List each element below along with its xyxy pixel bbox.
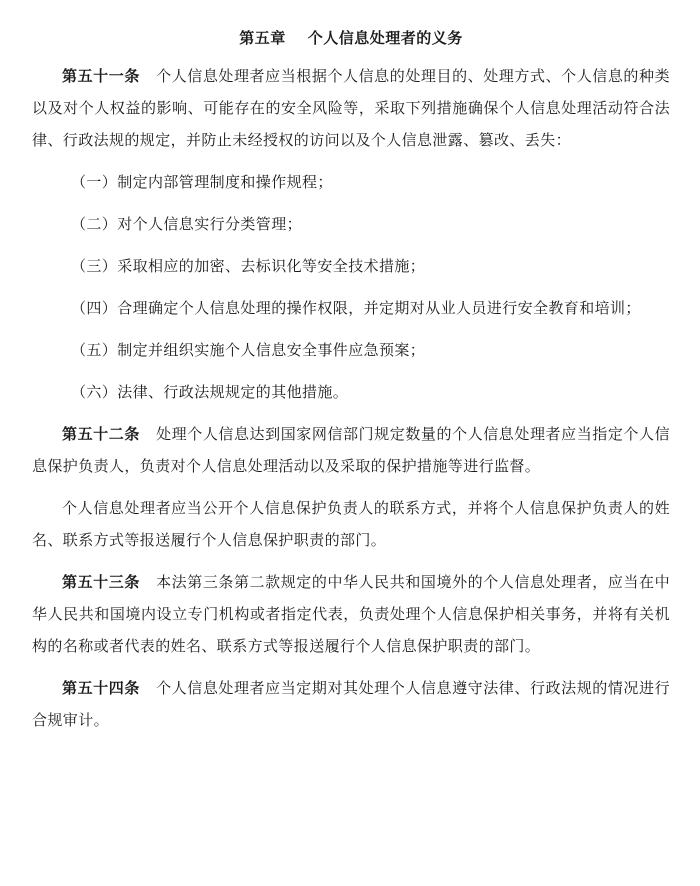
document-page — [0, 26, 700, 886]
article-53-label: 第五十三条 — [62, 573, 140, 591]
article-52-text: 处理个人信息达到国家网信部门规定数量的个人信息处理者应当指定个人信息保护负责人，负责对个人信息处理活动以及采取的保护措施等进行监督。 — [32, 425, 670, 475]
article-51-label: 第五十一条 — [62, 67, 140, 85]
chapter-heading — [32, 26, 670, 50]
article-52-label: 第五十二条 — [62, 425, 140, 443]
article-51-text: 个人信息处理者应当根据个人信息的处理目的、处理方式、个人信息的种类以及对个人权益的影响、可能存在的安全风险等，采取下列措施确保个人信息处理活动符合法律、行政法规的规定，并防止未经授权的访问以及个人信息泄露、篡改、丢失： — [32, 67, 670, 149]
article-53 — [32, 566, 670, 662]
article-51-item-1: （一）制定内部管理制度和操作规程； — [71, 173, 333, 191]
article-52-paragraph-2: 个人信息处理者应当公开个人信息保护负责人的联系方式，并将个人信息保护负责人的姓名、联系方式等报送履行个人信息保护职责的部门。 — [32, 499, 670, 549]
article-51 — [32, 60, 670, 156]
article-51-item-5: （五）制定并组织实施个人信息安全事件应急预案； — [71, 341, 426, 359]
article-53-text: 本法第三条第二款规定的中华人民共和国境外的个人信息处理者，应当在中华人民共和国境内设立专门机构或者指定代表，负责处理个人信息保护相关事务，并将有关机构的名称或者代表的姓名、联系方式等报送履行个人信息保护职责的部门。 — [32, 573, 670, 655]
article-54 — [32, 672, 670, 736]
chapter-number: 第五章 — [239, 29, 286, 47]
chapter-title: 个人信息处理者的义务 — [307, 29, 463, 47]
article-52 — [32, 418, 670, 482]
article-51-item-3: （三）采取相应的加密、去标识化等安全技术措施； — [71, 257, 426, 275]
article-51-item-2: （二）对个人信息实行分类管理； — [71, 215, 303, 233]
article-54-text: 个人信息处理者应当定期对其处理个人信息遵守法律、行政法规的情况进行合规审计。 — [32, 679, 670, 729]
article-51-item-6: （六）法律、行政法规规定的其他措施。 — [71, 383, 349, 401]
article-51-item-4: （四）合理确定个人信息处理的操作权限，并定期对从业人员进行安全教育和培训； — [71, 299, 641, 317]
article-54-label: 第五十四条 — [62, 679, 140, 697]
